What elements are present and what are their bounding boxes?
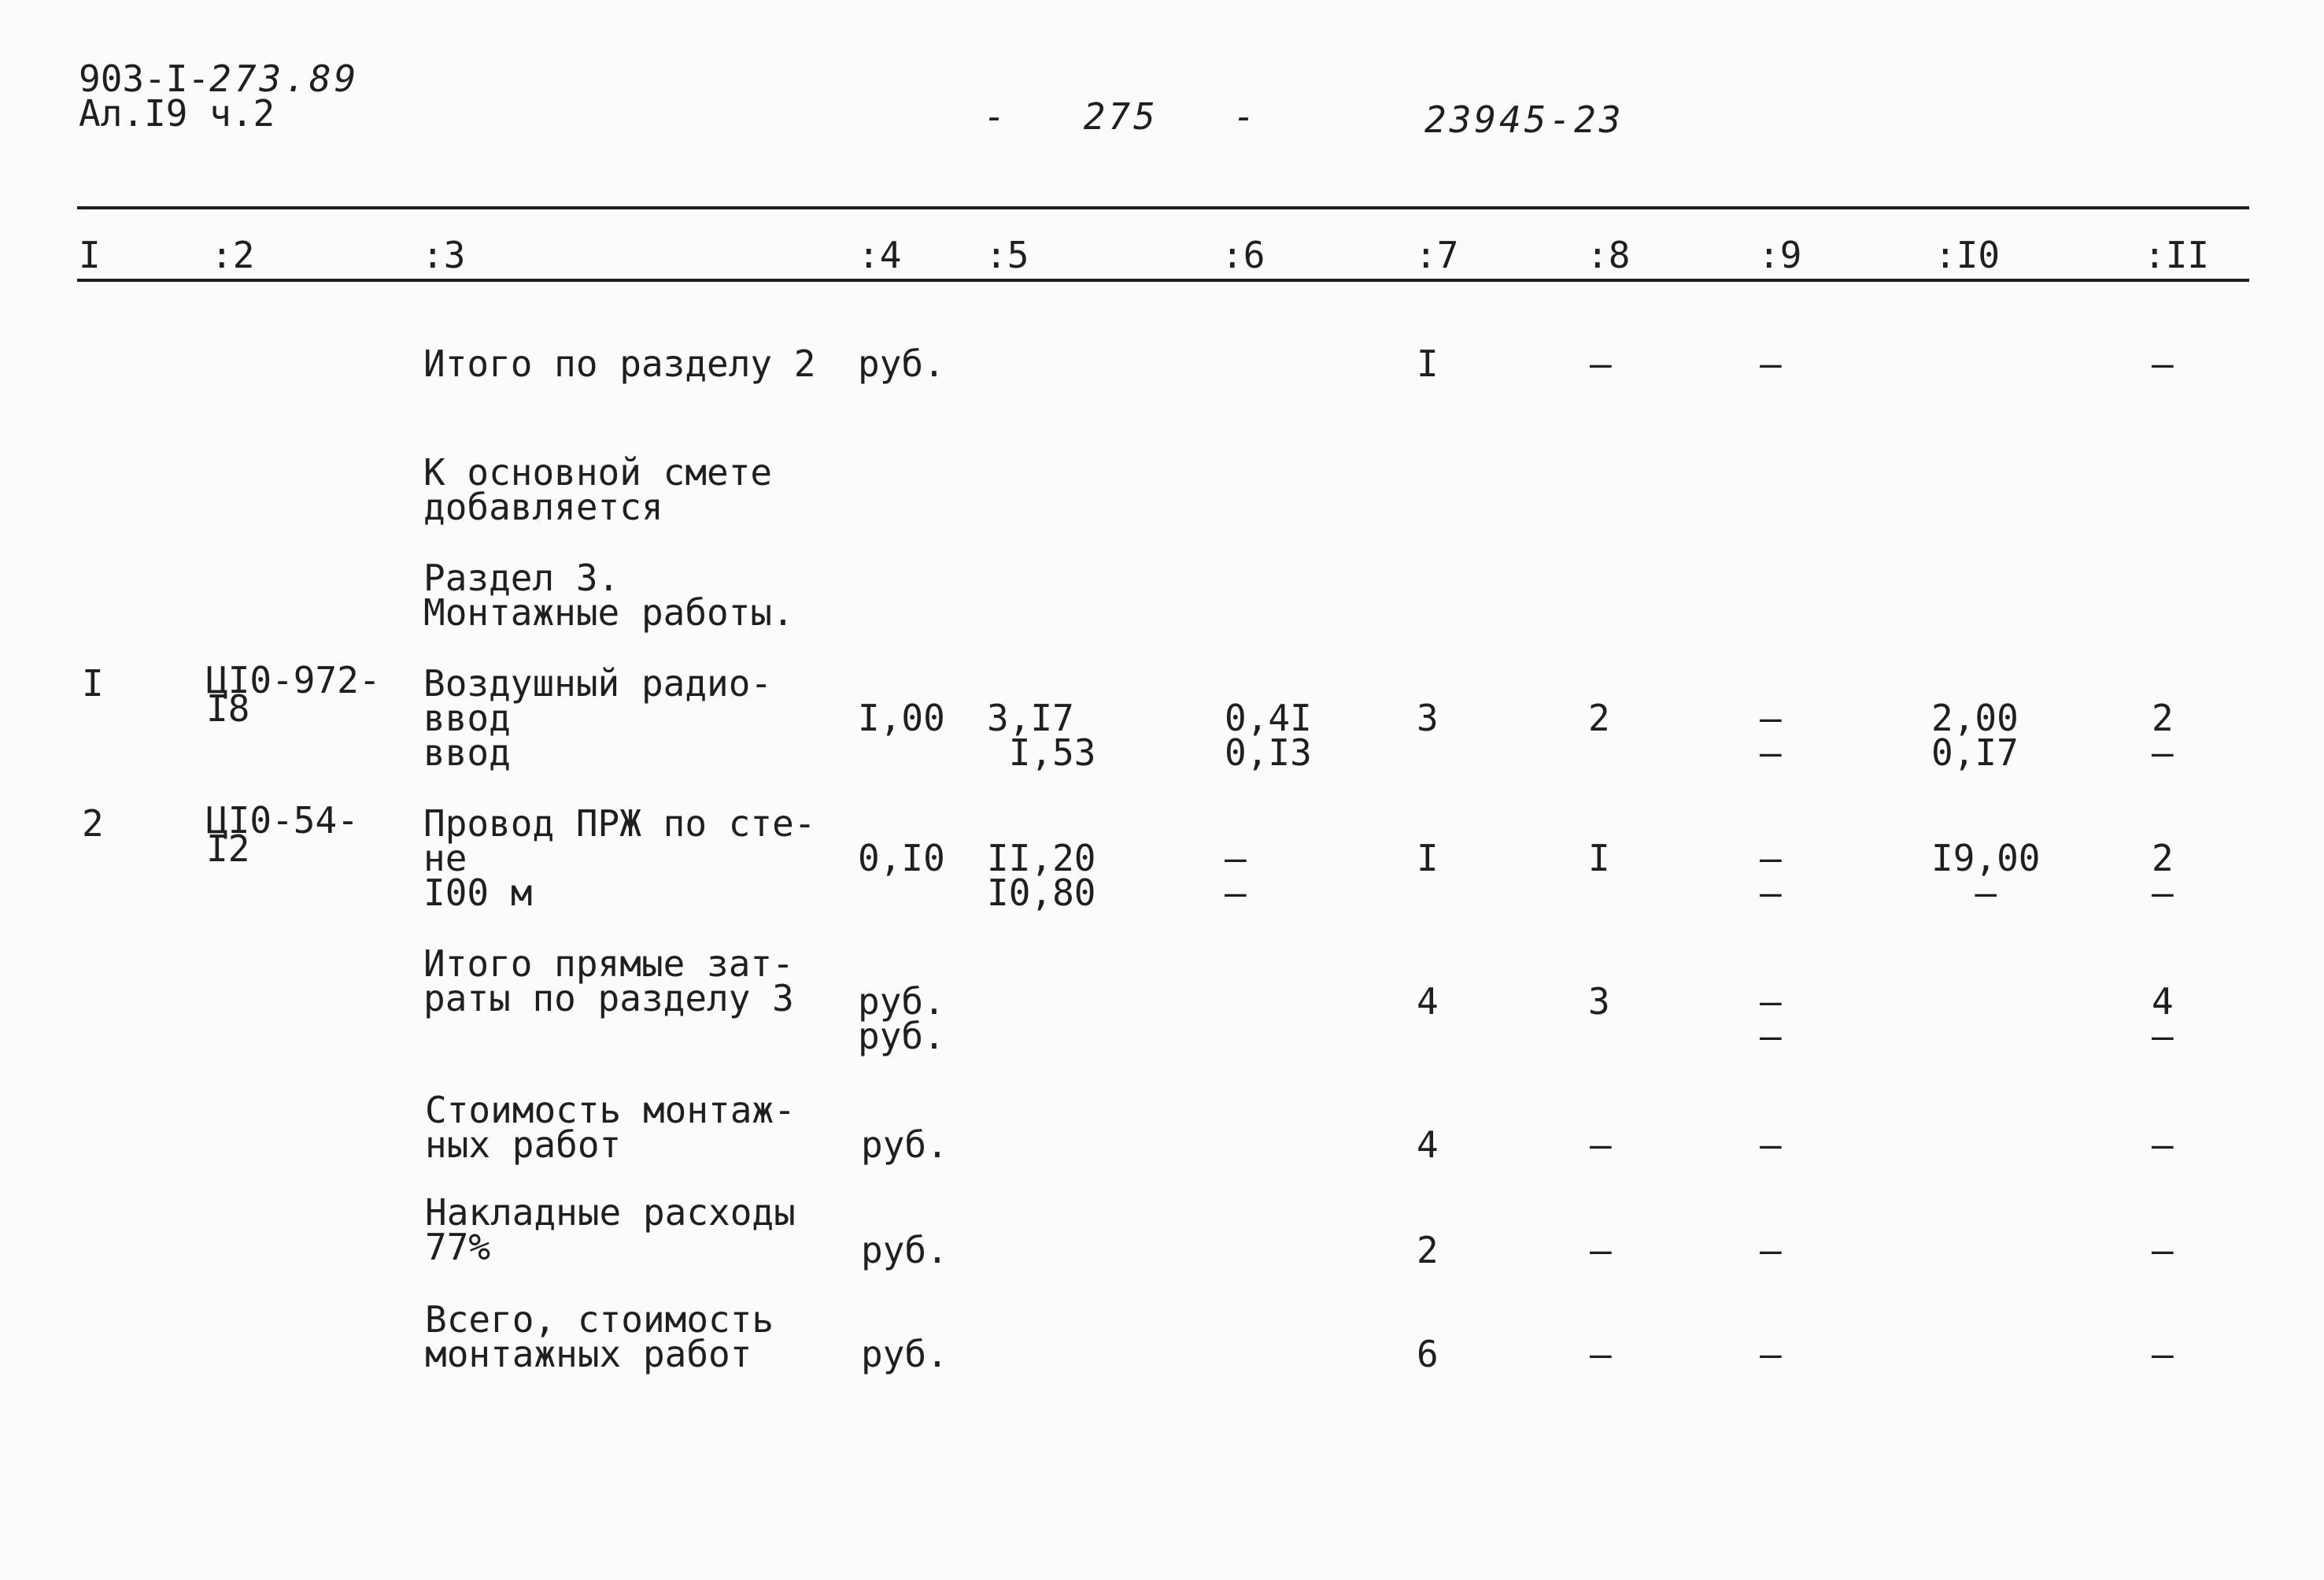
item1-number: I [82,662,104,705]
col-header-11: :II [2144,234,2210,276]
overhead-col7: 2 [1417,1229,1439,1271]
item2-col9: – – [1760,837,1782,914]
grand-total-col9: – [1760,1333,1782,1375]
item1-qty: I,00 [858,697,945,739]
col-header-2: :2 [211,234,255,276]
grand-total-col8: – [1590,1333,1612,1375]
item2-col5: II,20 I0,80 [987,837,1096,914]
install-cost-unit: руб. [861,1123,948,1166]
col-header-6: :6 [1221,234,1265,276]
col-header-4: :4 [858,234,902,276]
col-header-7: :7 [1415,234,1459,276]
direct-costs-col11: 4 – [2152,980,2174,1057]
document-code [79,57,360,100]
added-note: К основной смете добавляется [423,451,773,528]
install-cost-col8: – [1590,1123,1612,1166]
grand-total-desc: Всего, стоимость монтажных работ [425,1298,774,1375]
total-section2-col8: – [1590,342,1612,385]
item2-desc: Провод ПРЖ по сте- не I00 м [423,802,816,914]
col-header-10: :I0 [1934,234,2001,276]
col-header-8: :8 [1587,234,1631,276]
item2-col7: I [1417,837,1439,879]
col-header-1: I [79,234,101,276]
grand-total-col7: 6 [1417,1333,1439,1375]
overhead-col9: – [1760,1229,1782,1271]
item1-col5: 3,I7 I,53 [987,697,1096,774]
total-section2-col7: I [1417,342,1439,385]
item2-col8: I [1588,837,1610,879]
item1-col9: – – [1760,697,1782,774]
col-header-3: :3 [422,234,466,276]
col-header-5: :5 [985,234,1029,276]
install-cost-col7: 4 [1417,1123,1439,1166]
direct-costs-col7: 4 [1417,980,1439,1023]
direct-costs-unit: руб. руб. [858,980,945,1057]
item1-col10: 2,00 0,I7 [1931,697,2019,774]
overhead-unit: руб. [861,1229,948,1271]
album-reference: Ал.I9 ч.2 [79,92,275,135]
col-header-9: :9 [1758,234,1802,276]
item2-col10: I9,00 – [1931,837,2041,914]
overhead-desc: Накладные расходы 77% [425,1191,796,1268]
install-cost-col11: – [2152,1123,2174,1166]
total-section2-desc: Итого по разделу 2 [423,342,816,385]
item2-code: ЦI0-54- I2 [206,799,359,870]
total-section2-unit: руб. [858,342,945,385]
grand-total-col11: – [2152,1333,2174,1375]
direct-costs-col9: – – [1760,980,1782,1057]
item1-code: ЦI0-972- I8 [206,659,381,730]
item2-qty: 0,I0 [858,837,945,879]
grand-total-unit: руб. [861,1333,948,1375]
item2-col11: 2 – [2152,837,2174,914]
total-section2-col11: – [2152,342,2174,385]
overhead-col11: – [2152,1229,2174,1271]
item1-desc: Воздушный радио- ввод ввод [423,662,773,774]
header-bottom-rule [77,279,2249,282]
install-cost-desc: Стоимость монтаж- ных работ [425,1089,796,1166]
page-number: - 275 - [984,95,1258,138]
archive-number: 23945-23 [1424,98,1624,141]
item2-number: 2 [82,802,104,845]
direct-costs-desc: Итого прямые зат- раты по разделу 3 [423,942,794,1019]
item1-col6: 0,4I 0,I3 [1225,697,1312,774]
install-cost-col9: – [1760,1123,1782,1166]
item1-col8: 2 [1588,697,1610,739]
section3-title: Раздел 3. Монтажные работы. [423,557,794,634]
total-section2-col9: – [1760,342,1782,385]
item1-col7: 3 [1417,697,1439,739]
item2-col6: – – [1225,837,1247,914]
direct-costs-col8: 3 [1588,980,1610,1023]
document-code-prefix: 903-I- [79,57,210,100]
overhead-col8: – [1590,1229,1612,1271]
top-rule [77,206,2249,209]
item1-col11: 2 – [2152,697,2174,774]
document-code-handwritten: 273.89 [209,57,360,100]
